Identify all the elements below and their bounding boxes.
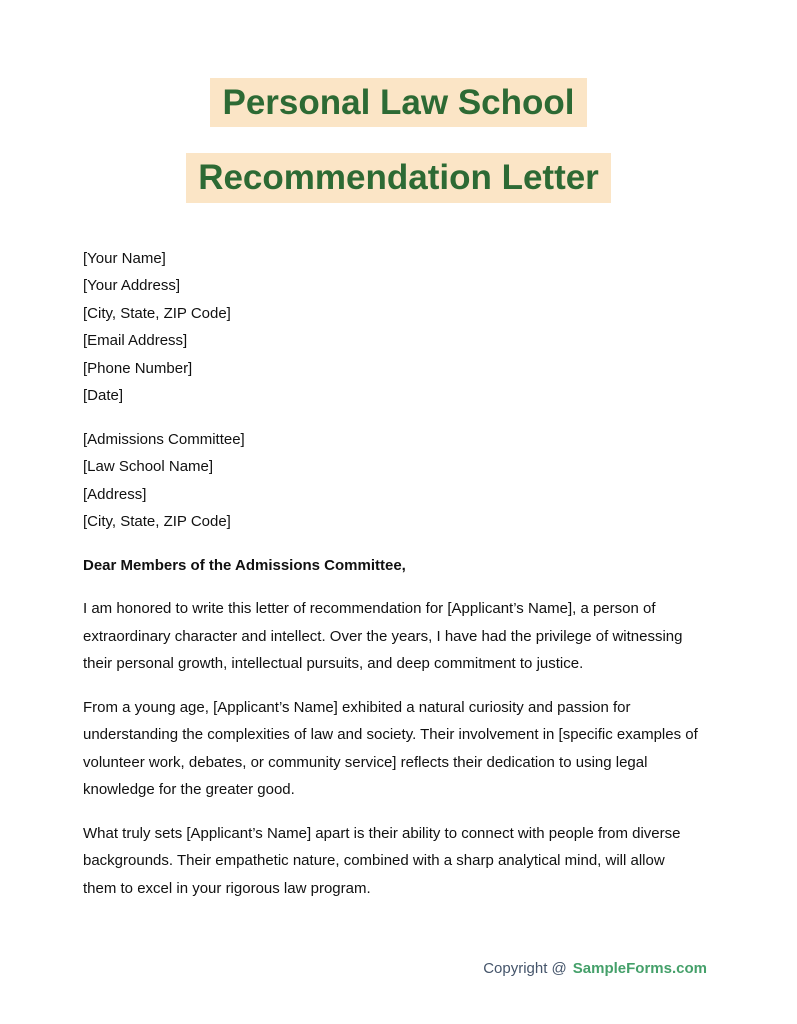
recipient-address: [Address] (83, 485, 147, 503)
document-title (0, 0, 797, 203)
copyright-text: Copyright @ (483, 960, 567, 977)
recipient-committee: [Admissions Committee] (83, 430, 245, 448)
paragraph-3: What truly sets [Applicant’s Name] apart is their ability to connect with people from diverse backgrounds. Their empathetic nature, combined with a sharp analytical mind, will allow them to excel in your rigorous law program. (83, 824, 681, 897)
title-line-1: Personal Law School (210, 78, 586, 127)
title-line-2: Recommendation Letter (186, 153, 611, 202)
sender-phone: [Phone Number] (83, 359, 193, 377)
recipient-school-name: [Law School Name] (83, 458, 214, 475)
letter-date: [Date] (83, 387, 124, 404)
sender-email: [Email Address] (83, 332, 188, 349)
sender-address: [Your Address] (83, 277, 181, 294)
paragraph-1: I am honored to write this letter of recommendation for [Applicant’s Name], a person of extraordinary character and intellect. Over the years, I have had the privilege of witnessing their personal growth, intellectual pursuits, and deep commitment to justice. (83, 600, 683, 672)
sender-name: [Your Name] (83, 249, 166, 267)
salutation: Dear Members of the Admissions Committee, (83, 556, 406, 574)
recipient-city-state-zip: [City, State, ZIP Code] (83, 513, 231, 530)
recipient-address-block (83, 426, 698, 536)
page-footer (483, 960, 707, 977)
sender-address-block (83, 245, 698, 410)
sender-city-state-zip: [City, State, ZIP Code] (83, 304, 231, 322)
paragraph-2: From a young age, [Applicant’s Name] exhibited a natural curiosity and passion for understanding the complexities of law and society. Their involvement in [specific examples of volunteer work, debates, or community service] reflects their dedication to using legal knowledge for the greater good. (83, 698, 698, 798)
brand-link[interactable]: SampleForms.com (572, 960, 707, 977)
letter-body (83, 245, 698, 903)
